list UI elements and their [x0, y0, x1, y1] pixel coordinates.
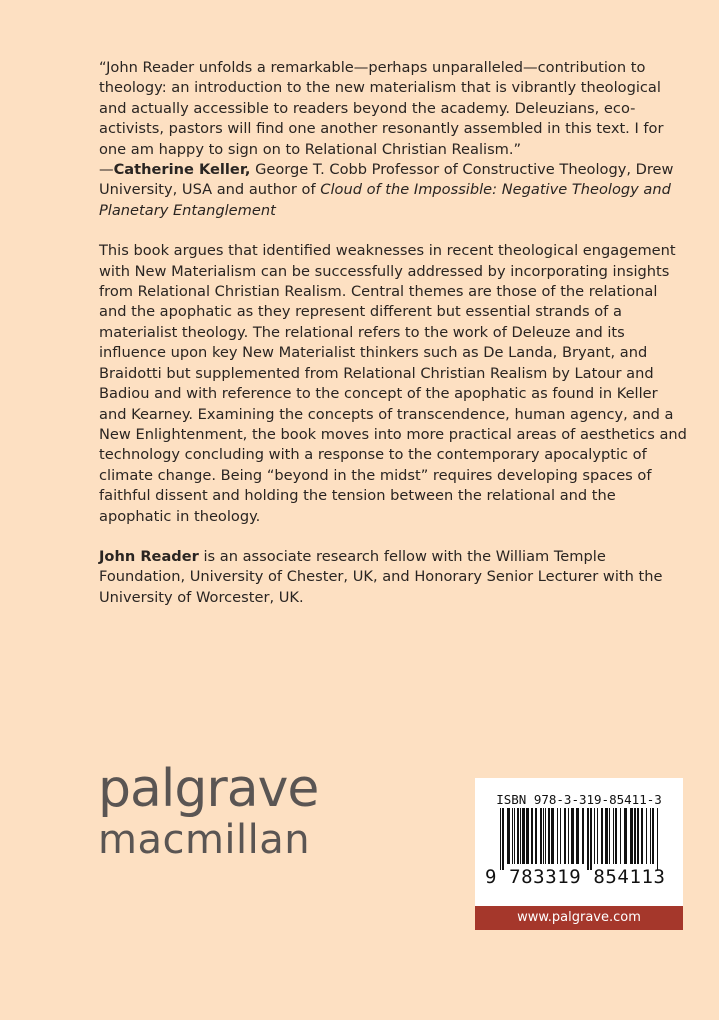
barcode-bar [601, 808, 603, 864]
author-bio-text: is an associate research fellow with the William Temple Foundation, University of Chester, UK, and Honorary Senior Lecturer with the University of Worcester, UK. [99, 547, 663, 606]
barcode-bar [514, 808, 515, 864]
back-cover-text [99, 58, 689, 608]
barcode-bar [512, 808, 513, 864]
barcode-bar [634, 808, 636, 864]
barcode-bar [535, 808, 537, 864]
barcode-bars [500, 808, 658, 870]
barcode-bar [641, 808, 643, 864]
author-bio [99, 547, 689, 608]
barcode-bar [646, 808, 647, 864]
barcode-bar [520, 808, 521, 864]
barcode-bar [540, 808, 542, 864]
barcode-bar [597, 808, 598, 864]
barcode-bar [560, 808, 561, 864]
endorsement-quote: “John Reader unfolds a remarkable—perhaps unparalleled—contribution to theology: an introduction to the new materialism that is vibrantly theological and actually accessible to readers beyond the academy. Deleuzians, eco-activists, pastors will find one another resonantly assembled in this text. I for one am happy to sign on to Relational Christian Realism.” [99, 59, 664, 158]
barcode-bar [531, 808, 533, 864]
endorser-name: Catherine Keller, [113, 161, 251, 179]
barcode-bar [543, 808, 544, 864]
barcode-bar [587, 808, 589, 870]
barcode-bar [551, 808, 554, 864]
endorser-role: George T. Cobb Professor of Constructive Theology, Drew University, USA and author of [99, 161, 674, 199]
publisher-logo-line2: macmillan [98, 817, 311, 863]
endorser-book-title: Cloud of the Impossible: Negative Theology and Planetary Entanglement [99, 181, 671, 219]
barcode-bar [637, 808, 639, 864]
barcode-bar [582, 808, 584, 864]
barcode-digits: 9 783319 854113 [485, 866, 666, 888]
barcode-bar [545, 808, 546, 864]
barcode-bar [605, 808, 608, 864]
barcode-bar [502, 808, 504, 870]
book-description: This book argues that identified weaknesses in recent theological engagement with New Materialism can be successfully addressed by incorporating insights from Relational Christian Realism. Central themes are those of the relational and the apophatic as they represent different but essential strands of a materialist theology. The relational refers to the work of Deleuze and its influence upon key New Materialist thinkers such as De Landa, Bryant, and Braidotti but supplemented from Relational Christian Realism by Latour and Badiou and with reference to the concept of the apophatic as found in Keller and Kearney. Examining the concepts of transcendence, human agency, and a New Enlightenment, the book moves into more practical areas of aesthetics and technology concluding with a response to the contemporary apocalyptic of climate change. Being “beyond in the midst” requires developing spaces of faithful dissent and holding the tension between the relational and the apophatic in theology. [99, 242, 687, 525]
barcode-bar [576, 808, 579, 864]
barcode-bar [526, 808, 529, 864]
barcode-bar [571, 808, 574, 864]
barcode-bar [590, 808, 592, 870]
barcode-bar [620, 808, 621, 864]
isbn-label: ISBN 978-3-319-85411-3 [496, 792, 662, 807]
barcode-bar [568, 808, 569, 864]
barcode-bar [548, 808, 550, 864]
barcode-bar [657, 808, 658, 870]
barcode-bar [517, 808, 519, 864]
barcode-bar [594, 808, 595, 864]
barcode-bar [613, 808, 614, 864]
attribution-dash: — [99, 161, 114, 179]
publisher-url: www.palgrave.com [475, 906, 683, 930]
barcode-bar [624, 808, 627, 864]
endorsement-attribution [99, 161, 673, 219]
barcode-bar [652, 808, 654, 864]
barcode-bar [522, 808, 525, 864]
publisher-logo-line1: palgrave [98, 759, 319, 819]
endorsement [99, 58, 689, 221]
barcode-bar [630, 808, 633, 864]
barcode-bar [564, 808, 566, 864]
barcode-bar [650, 808, 651, 864]
barcode-bar [500, 808, 501, 870]
isbn-barcode [475, 778, 683, 906]
barcode-bar [615, 808, 617, 864]
barcode-bar [557, 808, 558, 864]
author-name: John Reader [99, 547, 199, 565]
publisher-logo [98, 760, 318, 862]
barcode-bar [609, 808, 610, 864]
barcode-bar [507, 808, 510, 864]
